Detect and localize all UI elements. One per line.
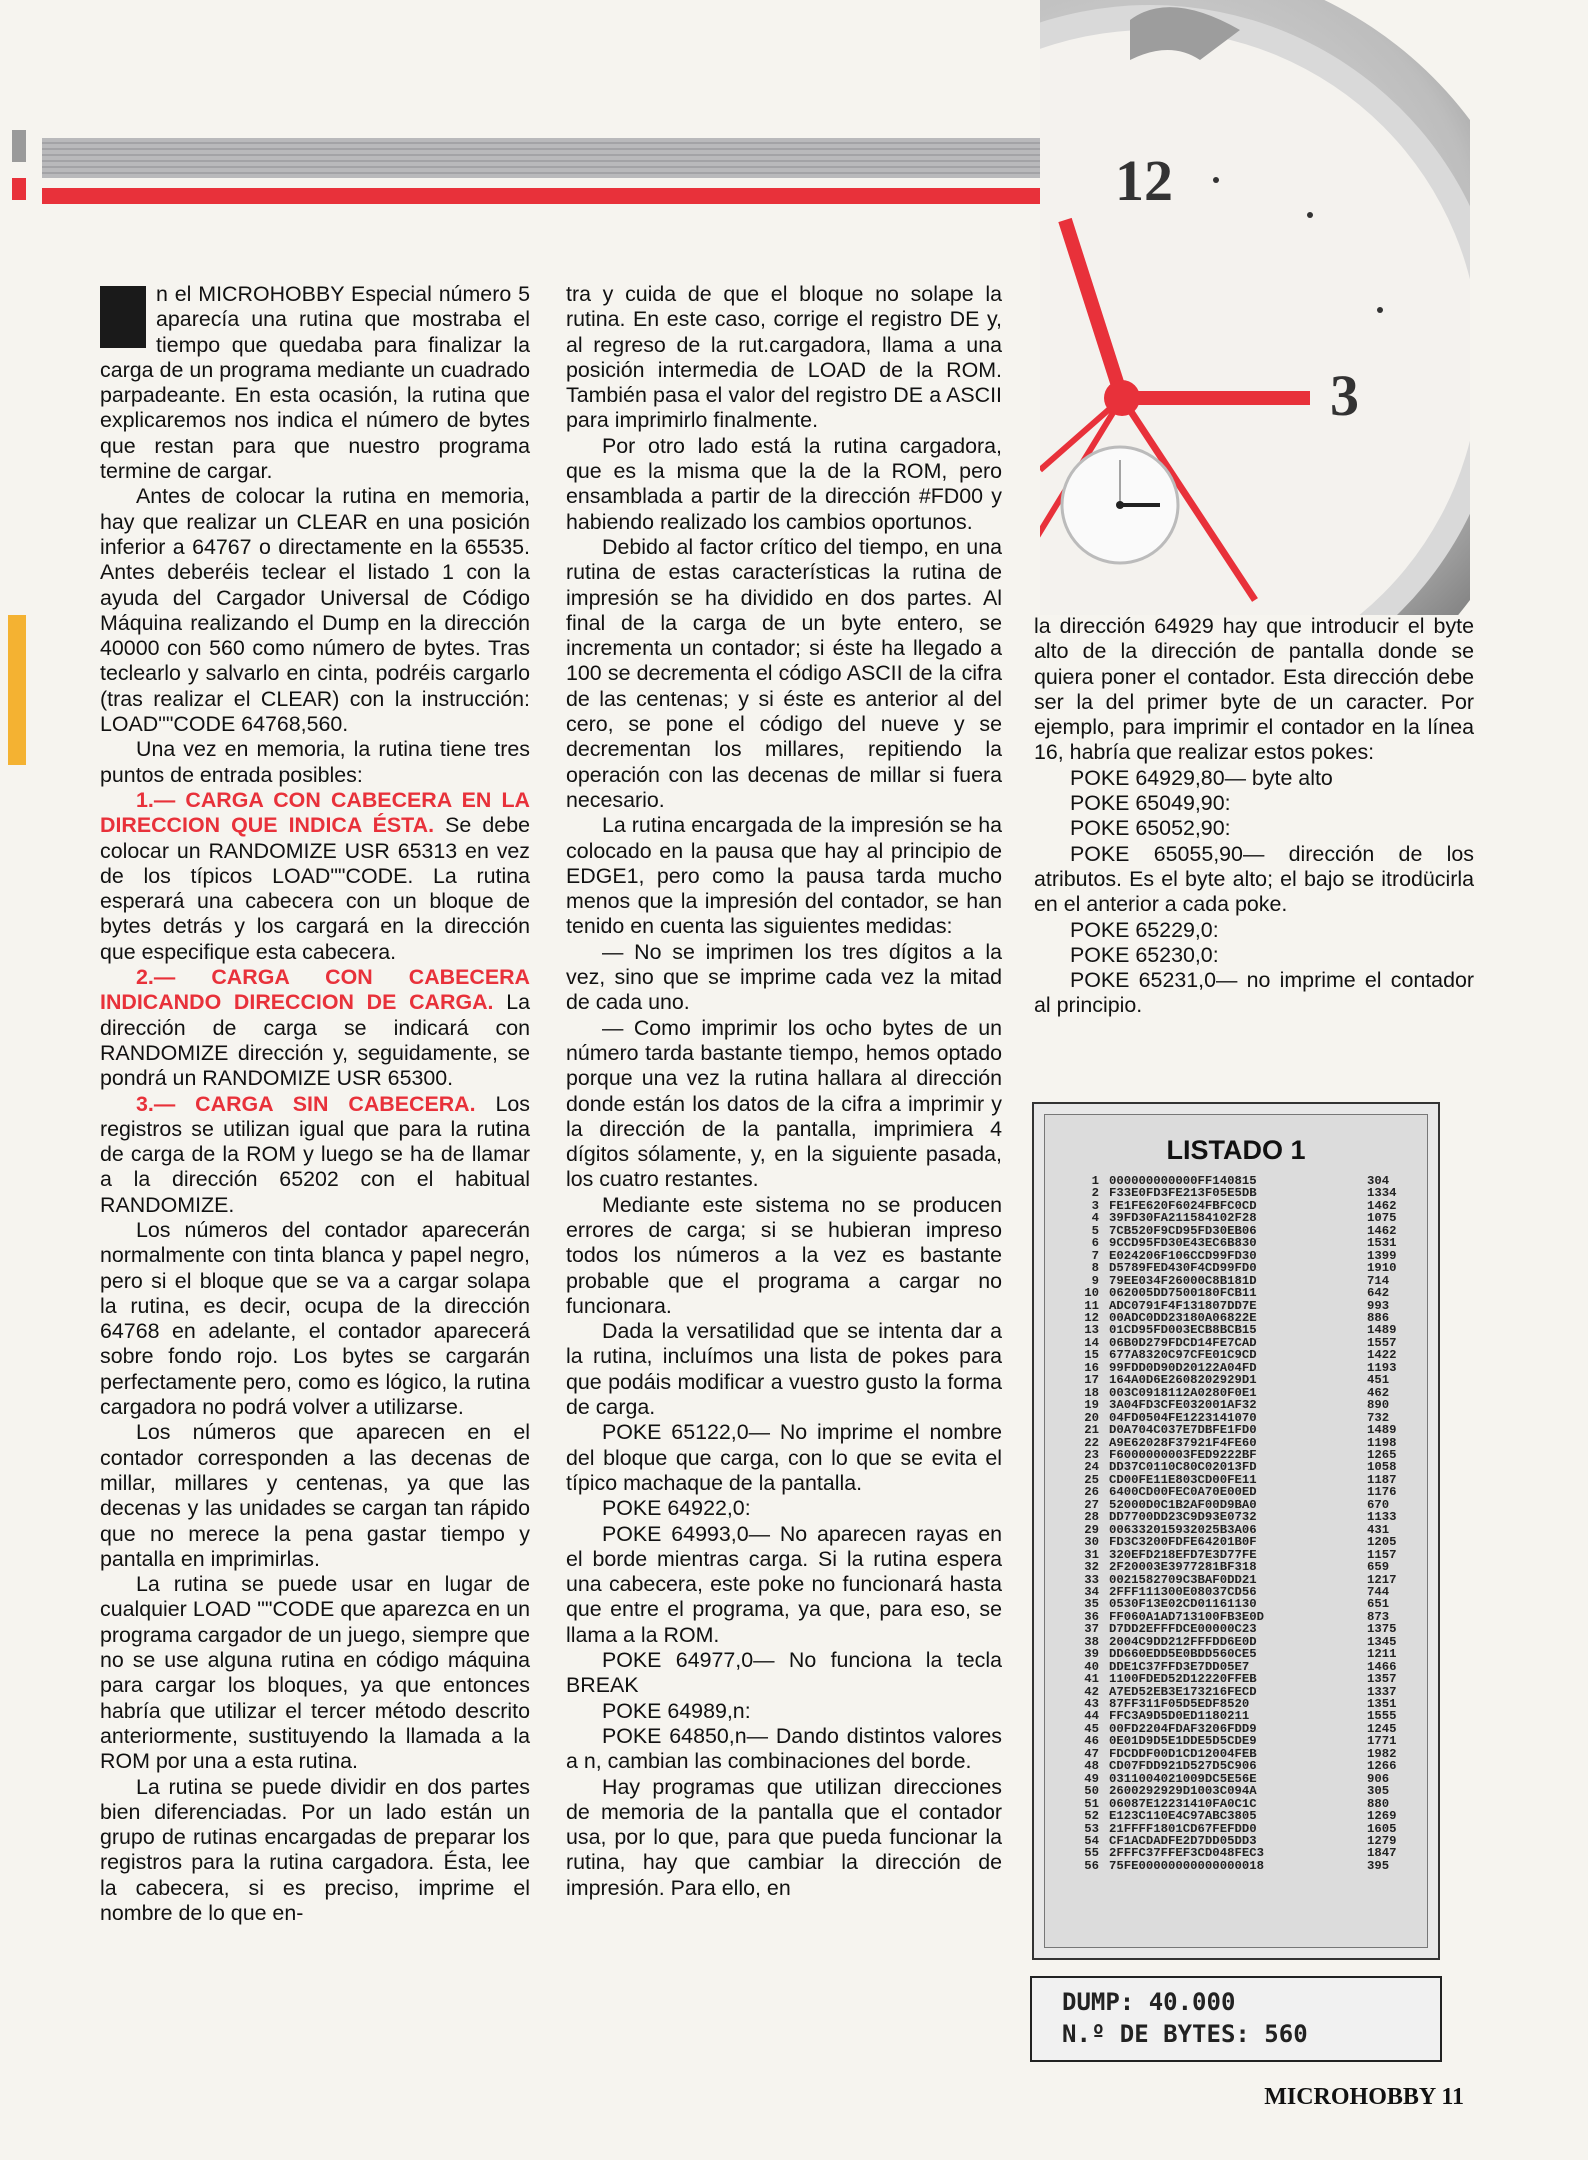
listing-hex: 1100FDED52D12220FFEB <box>1109 1672 1257 1687</box>
paragraph: Debido al factor crítico del tiempo, en una rutina de estas características la rutina de impresión se ha dividido en dos partes. Al final de la carga de un byte entero, se incrementa un contador; si éste ha llegado a 100 se decrementa el código ASCII de la cifra de las centenas; y si éste es anterior al del cero, se pone el código del nueve y se decrementan los millares, repitiendo la operación con las decenas de millar si fuera necesario. <box>566 534 1002 812</box>
listing-hex: 320EFD218EFD7E3D77FE <box>1109 1547 1257 1562</box>
listing-checksum: 305 <box>1367 1784 1390 1799</box>
listing-row <box>1065 1673 1425 1685</box>
listing-checksum: 1075 <box>1367 1211 1397 1226</box>
listing-hex: 2600292929D1003C094A <box>1109 1784 1257 1799</box>
listing-checksum: 1345 <box>1367 1634 1397 1649</box>
listing-line-number: 43 <box>1084 1697 1099 1712</box>
paragraph: Dada la versatilidad que se intenta dar a la rutina, incluímos una lista de pokes para que podáis modificar a vuestro gusto la forma de carga. <box>566 1319 1002 1420</box>
listing-row <box>1065 1287 1425 1299</box>
listing-checksum: 993 <box>1367 1298 1390 1313</box>
listing-row <box>1065 1561 1425 1573</box>
listing-row <box>1065 1262 1425 1274</box>
listing-checksum: 714 <box>1367 1273 1390 1288</box>
listing-checksum: 1133 <box>1367 1510 1397 1525</box>
clock-number-12: 12 <box>1115 148 1173 213</box>
dump-address: DUMP: 40.000 <box>1062 1988 1236 2016</box>
listing-line-number: 24 <box>1084 1460 1099 1475</box>
listing-line-number: 31 <box>1084 1547 1099 1562</box>
listing-hex: 75FE00000000000000018 <box>1109 1858 1264 1873</box>
page-footer: MICROHOBBY 11 <box>1264 2084 1464 2110</box>
listing-hex: F6000000003FED9222BF <box>1109 1447 1257 1462</box>
listing-line-number: 40 <box>1084 1659 1099 1674</box>
listing-hex: A9E62028F37921F4FE60 <box>1109 1435 1257 1450</box>
listing-checksum: 659 <box>1367 1560 1390 1575</box>
listing-line-number: 45 <box>1084 1721 1099 1736</box>
listing-checksum: 1266 <box>1367 1759 1397 1774</box>
listing-line-number: 51 <box>1084 1796 1099 1811</box>
listing-line-number: 6 <box>1091 1236 1099 1251</box>
listing-line-number: 27 <box>1084 1497 1099 1512</box>
listing-checksum: 744 <box>1367 1584 1390 1599</box>
listing-line-number: 13 <box>1084 1323 1099 1338</box>
listing-checksum: 1217 <box>1367 1572 1397 1587</box>
listing-line-number: 39 <box>1084 1647 1099 1662</box>
listing-hex: 79EE034F26000C8B181D <box>1109 1273 1257 1288</box>
listing-row <box>1065 1461 1425 1473</box>
listing-checksum: 1176 <box>1367 1485 1397 1500</box>
listing-row <box>1065 1598 1425 1610</box>
edge-tab-grey <box>12 130 26 162</box>
listing-line-number: 22 <box>1084 1435 1099 1450</box>
listing-row <box>1065 1424 1425 1436</box>
listing-checksum: 1462 <box>1367 1223 1397 1238</box>
listing-checksum: 1157 <box>1367 1547 1397 1562</box>
listing-title: LISTADO 1 <box>1166 1135 1306 1165</box>
poke-line: POKE 65049,90: <box>1070 791 1231 816</box>
listing-hex: D7DD2EFFFDCE00000C23 <box>1109 1622 1257 1637</box>
listing-hex: 0E01D9D5E1DDE5D5CDE9 <box>1109 1734 1257 1749</box>
listing-line-number: 5 <box>1091 1223 1099 1238</box>
listing-hex: CF1ACDADFE2D7DD05DD3 <box>1109 1834 1257 1849</box>
listing-checksum: 1489 <box>1367 1323 1397 1338</box>
article-column-1 <box>100 282 530 1926</box>
listing-hex: 52000D0C1B2AF00D9BA0 <box>1109 1497 1257 1512</box>
listing-hex: 677A8320C97CFE01C9CD <box>1109 1348 1257 1363</box>
header-stripe-grey <box>42 138 1042 178</box>
listing-hex: FE1FE620F6024FBFC0CD <box>1109 1198 1257 1213</box>
listing-checksum: 1399 <box>1367 1248 1397 1263</box>
listing-checksum: 1375 <box>1367 1622 1397 1637</box>
listing-row <box>1065 1735 1425 1747</box>
listing-line-number: 25 <box>1084 1472 1099 1487</box>
listing-checksum: 304 <box>1367 1174 1390 1188</box>
listing-line-number: 23 <box>1084 1447 1099 1462</box>
poke-line: POKE 65055,90— dirección de los atributos. Es el byte alto; el bajo se itrodücirla en el anterior a cada poke. <box>1034 841 1474 917</box>
listing-hex: 006332015932025B3A06 <box>1109 1522 1257 1537</box>
listing-checksum: 1847 <box>1367 1846 1397 1861</box>
listing-hex: E024206F106CCD99FD30 <box>1109 1248 1257 1263</box>
listing-line-number: 19 <box>1084 1398 1099 1413</box>
listing-checksum: 1982 <box>1367 1746 1397 1761</box>
listing-row <box>1065 1212 1425 1224</box>
listing-checksum: 1466 <box>1367 1659 1397 1674</box>
listing-line-number: 46 <box>1084 1734 1099 1749</box>
paragraph: Antes de colocar la rutina en memoria, hay que realizar un CLEAR en una posición inferior a 64767 o directamente en la 65535. Antes deberéis teclear el listado 1 con la ayuda del Cargador Universal de Código Máquina realizando el Dump en la dirección 40000 con 560 como número de bytes. Tras teclearlo y salvarlo en cinta, podréis cargarlo (tras realizar el CLEAR) con la instrucción: LOAD""CODE 64768,560. <box>100 484 530 737</box>
listing-hex: 9CCD95FD30E43EC6B830 <box>1109 1236 1257 1251</box>
listing-checksum: 873 <box>1367 1609 1390 1624</box>
listing-line-number: 41 <box>1084 1672 1099 1687</box>
listing-row <box>1065 1237 1425 1249</box>
listing-checksum: 462 <box>1367 1385 1390 1400</box>
listing-checksum: 1531 <box>1367 1236 1397 1251</box>
listing-checksum: 670 <box>1367 1497 1390 1512</box>
listing-row <box>1065 1349 1425 1361</box>
poke-line: POKE 65052,90: <box>1070 816 1231 841</box>
listing-row <box>1065 1860 1425 1872</box>
listing-hex: 99FDD0D90D20122A04FD <box>1109 1360 1257 1375</box>
paragraph: La rutina se puede usar en lugar de cualquier LOAD ""CODE que aparezca en un programa cargador de un juego, siempre que no se use alguna rutina en código máquina para cargar los bloques, ya que entonces habría que utilizar el tercer método descrito anteriormente, sustituyendo la llamada a la ROM por una a esta rutina. <box>100 1572 530 1774</box>
listing-checksum: 732 <box>1367 1410 1390 1425</box>
listing-checksum: 880 <box>1367 1796 1390 1811</box>
listing-hex: 39FD30FA211584102F28 <box>1109 1211 1257 1226</box>
entry-point-3: 3.— CARGA SIN CABECERA. Los registros se utilizan igual que para la rutina de carga de la ROM y luego se ha de llamar a la dirección 65202 con el habitual RANDOMIZE. <box>100 1091 531 1217</box>
listing-panel <box>1044 1114 1428 1948</box>
listing-hex: D5789FED430F4CD99FD0 <box>1109 1261 1257 1276</box>
article-column-3 <box>1034 614 1474 1019</box>
listing-checksum: 906 <box>1367 1771 1390 1786</box>
listing-checksum: 1357 <box>1367 1672 1397 1687</box>
clock-illustration <box>1040 0 1470 615</box>
edge-tab-yellow <box>8 615 26 765</box>
listing-hex: CD07FDD921D527D5C906 <box>1109 1759 1257 1774</box>
listing-line-number: 15 <box>1084 1348 1099 1363</box>
listing-checksum: 431 <box>1367 1522 1390 1537</box>
listing-line-number: 12 <box>1084 1310 1099 1325</box>
listing-checksum: 1771 <box>1367 1734 1397 1749</box>
listing-hex: A7ED52EB3E173216FECD <box>1109 1684 1257 1699</box>
listing-box <box>1032 1102 1440 1960</box>
listing-hex: 04FD0504FE1223141070 <box>1109 1410 1257 1425</box>
listing-line-number: 2 <box>1091 1186 1099 1201</box>
listing-hex: 0021582709C3BAF0DD21 <box>1109 1572 1257 1587</box>
listing-hex: 87FF311F05D5EDF8520 <box>1109 1697 1250 1712</box>
dump-info-box <box>1030 1976 1442 2062</box>
listing-hex: FFC3A9D5D0ED1180211 <box>1109 1709 1250 1724</box>
listing-hex: 06B0D279FDCD14FE7CAD <box>1109 1335 1257 1350</box>
listing-hex: FD3C3200FDFE64201B0F <box>1109 1535 1257 1550</box>
poke-line: POKE 65229,0: <box>1070 917 1219 942</box>
listing-checksum: 1555 <box>1367 1709 1397 1724</box>
listing-row <box>1065 1648 1425 1660</box>
listing-line-number: 21 <box>1084 1423 1099 1438</box>
listing-hex: 06087E12231410FA0C1C <box>1109 1796 1257 1811</box>
paragraph: — No se imprimen los tres dígitos a la vez, sino que se imprime cada vez la mitad de cada uno. <box>566 939 1002 1015</box>
listing-hex: DDE1C37FFD3E7DD05E7 <box>1109 1659 1250 1674</box>
listing-line-number: 50 <box>1084 1784 1099 1799</box>
dump-byte-count: N.º DE BYTES: 560 <box>1062 2020 1308 2048</box>
poke-line: POKE 65122,0— No imprime el nombre del bloque que carga, con lo que se evita el típico machaque de la pantalla. <box>566 1420 1002 1495</box>
paragraph: Los números que aparecen en el contador corresponden a las decenas de millar, millares y centenas, ya que las decenas y las unidades se cargan tan rápido que no merece la pena gastar tiempo y pantalla en imprimirlas. <box>100 1420 530 1571</box>
listing-line-number: 8 <box>1091 1261 1099 1276</box>
listing-hex: 2F20003E3977281BF318 <box>1109 1560 1257 1575</box>
poke-line: POKE 64929,80— byte alto <box>1070 765 1333 790</box>
listing-line-number: 42 <box>1084 1684 1099 1699</box>
listing-checksum: 651 <box>1367 1597 1390 1612</box>
poke-line: POKE 64977,0— No funciona la tecla BREAK <box>566 1648 1002 1698</box>
listing-hex: CD00FE11E803CD00FE11 <box>1109 1472 1257 1487</box>
listing-hex: 0530F13E02CD01161130 <box>1109 1597 1257 1612</box>
listing-line-number: 28 <box>1084 1510 1099 1525</box>
listing-line-number: 37 <box>1084 1622 1099 1637</box>
poke-line: POKE 64993,0— No aparecen rayas en el borde mientras carga. Si la rutina espera una cabecera, este poke no funcionará hasta que entre el programa, ya que, para eso, se llama a la ROM. <box>566 1521 1002 1647</box>
listing-hex: 6400CD00FEC0A70E00ED <box>1109 1485 1257 1500</box>
listing-hex: 21FFFF1801CD67FEFDD0 <box>1109 1821 1257 1836</box>
paragraph-intro: n el MICROHOBBY Especial número 5 aparecía una rutina que mostraba el tiempo que quedaba para finalizar la carga de un programa mediante un cuadrado parpadeante. En esta ocasión, la rutina que explicaremos nos indica el número de bytes que restan para que nuestro programa termine de cargar. <box>100 282 530 484</box>
listing-checksum: 451 <box>1367 1373 1390 1388</box>
listing-line-number: 29 <box>1084 1522 1099 1537</box>
listing-hex: 00FD2204FDAF3206FDD9 <box>1109 1721 1257 1736</box>
listing-line-number: 30 <box>1084 1535 1099 1550</box>
listing-row <box>1065 1760 1425 1772</box>
listing-hex: 2FFFC37FFEF3CD048FEC3 <box>1109 1846 1264 1861</box>
paragraph: Hay programas que utilizan direcciones de memoria de la pantalla que el contador usa, por lo que, para que pueda funcionar la rutina, hay que cambiar la dirección de impresión. Para ello, en <box>566 1774 1002 1900</box>
listing-line-number: 32 <box>1084 1560 1099 1575</box>
listing-checksum: 1910 <box>1367 1261 1397 1276</box>
listing-hex: D0A704C037E7DBFE1FD0 <box>1109 1423 1257 1438</box>
listing-checksum: 1058 <box>1367 1460 1397 1475</box>
clock-number-3: 3 <box>1330 363 1359 428</box>
listing-line-number: 18 <box>1084 1385 1099 1400</box>
listing-line-number: 56 <box>1084 1858 1099 1873</box>
poke-line: POKE 64989,n: <box>602 1698 751 1723</box>
listing-line-number: 20 <box>1084 1410 1099 1425</box>
listing-checksum: 1489 <box>1367 1423 1397 1438</box>
listing-line-number: 34 <box>1084 1584 1099 1599</box>
listing-row <box>1065 1785 1425 1797</box>
listing-hex: F33E0FD3FE213F05E5DB <box>1109 1186 1257 1201</box>
listing-checksum: 1198 <box>1367 1435 1397 1450</box>
listing-checksum: 1557 <box>1367 1335 1397 1350</box>
listing-checksum: 395 <box>1367 1858 1390 1873</box>
listing-checksum: 642 <box>1367 1286 1390 1301</box>
paragraph: Una vez en memoria, la rutina tiene tres puntos de entrada posibles: <box>100 737 530 787</box>
listing-row <box>1065 1511 1425 1523</box>
listing-line-number: 9 <box>1091 1273 1099 1288</box>
listing-line-number: 54 <box>1084 1834 1099 1849</box>
poke-line: POKE 64922,0: <box>602 1496 751 1521</box>
listing-row <box>1065 1486 1425 1498</box>
listing-line-number: 26 <box>1084 1485 1099 1500</box>
listing-line-number: 35 <box>1084 1597 1099 1612</box>
listing-checksum: 1337 <box>1367 1684 1397 1699</box>
listing-row <box>1065 1374 1425 1386</box>
listing-line-number: 33 <box>1084 1572 1099 1587</box>
listing-hex: DD660EDD5E0BDD560CE5 <box>1109 1647 1257 1662</box>
listing-checksum: 1193 <box>1367 1360 1397 1375</box>
listing-hex: E123C110E4C97ABC3805 <box>1109 1809 1257 1824</box>
listing-hex: 062005DD7500180FCB11 <box>1109 1286 1257 1301</box>
listing-hex: ADC0791F4F131807DD7E <box>1109 1298 1257 1313</box>
listing-hex: 000000000000FF140815 <box>1109 1174 1257 1188</box>
listing-line-number: 48 <box>1084 1759 1099 1774</box>
listing-rows <box>1065 1175 1425 1872</box>
listing-hex: DD37C0110C80C02013FD <box>1109 1460 1257 1475</box>
listing-hex: 00ADC0DD23180A06822E <box>1109 1310 1257 1325</box>
listing-hex: FDCDDF00D1CD12004FEB <box>1109 1746 1257 1761</box>
edge-tab-red <box>12 178 26 200</box>
listing-checksum: 1269 <box>1367 1809 1397 1824</box>
listing-checksum: 886 <box>1367 1310 1390 1325</box>
poke-line: POKE 65230,0: <box>1070 942 1219 967</box>
listing-line-number: 1 <box>1091 1174 1099 1188</box>
paragraph: La rutina se puede dividir en dos partes bien diferenciadas. Por un lado están un grupo de rutinas encargadas de preparar los registros para la rutina cargadora. Ésta, lee la cabecera, si es preciso, imprime el nombre de lo que en- <box>100 1774 530 1925</box>
listing-hex: DD7700DD23C9D93E0732 <box>1109 1510 1257 1525</box>
paragraph: tra y cuida de que el bloque no solape la rutina. En este caso, corrige el registro DE y, al regreso de la rut.cargadora, llama a una posición intermedia de LOAD de la ROM. También pasa el valor del registro DE a ASCII para imprimirlo finalmente. <box>566 282 1002 433</box>
listing-line-number: 7 <box>1091 1248 1099 1263</box>
listing-line-number: 53 <box>1084 1821 1099 1836</box>
listing-checksum: 890 <box>1367 1398 1390 1413</box>
paragraph: la dirección 64929 hay que introducir el byte alto de la dirección de pantalla donde se quiera poner el contador. Esta dirección debe ser la del primer byte de un caracter. Por ejemplo, para imprimir el contador en la línea 16, habría que realizar estos pokes: <box>1034 614 1474 765</box>
paragraph: Los números del contador aparecerán normalmente con tinta blanca y papel negro, pero si el bloque que se va a cargar solapa la rutina, es decir, ocupa de la dirección 64768 en adelante, el contador aparecerá sobre fondo rojo. Los bytes se cargarán perfectamente pero, como es lógico, la rutina cargadora no podrá volver a utilizarse. <box>100 1217 530 1420</box>
listing-checksum: 1245 <box>1367 1721 1397 1736</box>
entry-point-2: 2.— CARGA CON CABECERA INDICANDO DIRECCION DE CARGA. La dirección de carga se indicará con RANDOMIZE dirección y, seguidamente, se pondrá un RANDOMIZE USR 65300. <box>100 965 530 1091</box>
listing-row <box>1065 1810 1425 1822</box>
paragraph: — Como imprimir los ocho bytes de un número tarda bastante tiempo, hemos optado porque una vez la rutina hallara al dirección donde están los datos de la cifra a imprimir y la dirección de la pantalla, imprimiera 4 dígitos sólamente, y, en la siguiente pasada, los cuatro restantes. <box>566 1015 1002 1192</box>
drop-cap-e <box>100 286 146 348</box>
listing-hex: 164A0D6E2608202929D1 <box>1109 1373 1257 1388</box>
listing-hex: 7CB520F9CD95FD30EB06 <box>1109 1223 1257 1238</box>
listing-checksum: 1265 <box>1367 1447 1397 1462</box>
listing-checksum: 1605 <box>1367 1821 1397 1836</box>
listing-checksum: 1187 <box>1367 1472 1397 1487</box>
listing-line-number: 3 <box>1091 1198 1099 1213</box>
listing-checksum: 1462 <box>1367 1198 1397 1213</box>
paragraph: Por otro lado está la rutina cargadora, que es la misma que la de la ROM, pero ensamblada a partir de la dirección #FD00 y habiendo realizado los cambios oportunos. <box>566 433 1002 534</box>
listing-line-number: 36 <box>1084 1609 1099 1624</box>
listing-row <box>1065 1399 1425 1411</box>
listing-line-number: 47 <box>1084 1746 1099 1761</box>
poke-line: POKE 64850,n— Dando distintos valores a n, cambian las combinaciones del borde. <box>566 1723 1002 1774</box>
listing-line-number: 14 <box>1084 1335 1099 1350</box>
listing-hex: 2004C9DD212FFFDD6E0D <box>1109 1634 1257 1649</box>
listing-checksum: 1205 <box>1367 1535 1397 1550</box>
listing-line-number: 16 <box>1084 1360 1099 1375</box>
listing-hex: FF060A1AD713100FB3E0D <box>1109 1609 1264 1624</box>
listing-line-number: 11 <box>1084 1298 1099 1313</box>
listing-hex: 01CD95FD003ECB8BCB15 <box>1109 1323 1257 1338</box>
listing-checksum: 1279 <box>1367 1834 1397 1849</box>
listing-line-number: 49 <box>1084 1771 1099 1786</box>
listing-line-number: 55 <box>1084 1846 1099 1861</box>
entry-point-1: 1.— CARGA CON CABECERA EN LA DIRECCION QUE INDICA ÉSTA. Se debe colocar un RANDOMIZE USR 65313 en vez de los típicos LOAD""CODE. La rutina esperará una cabecera con un bloque de bytes detrás y los cargará en la dirección que especifique esta cabecera. <box>100 787 530 964</box>
listing-line-number: 52 <box>1084 1809 1099 1824</box>
listing-checksum: 1211 <box>1367 1647 1397 1662</box>
article-column-2 <box>566 282 1002 1901</box>
listing-hex: 2FFF111300E08037CD56 <box>1109 1584 1257 1599</box>
listing-row <box>1065 1536 1425 1548</box>
listing-hex: 003C0918112A0280F0E1 <box>1109 1385 1257 1400</box>
listing-line-number: 44 <box>1084 1709 1099 1724</box>
listing-line-number: 17 <box>1084 1373 1099 1388</box>
listing-line-number: 4 <box>1091 1211 1099 1226</box>
listing-hex: 0311004021009DC5E56E <box>1109 1771 1257 1786</box>
listing-checksum: 1351 <box>1367 1697 1397 1712</box>
listing-line-number: 38 <box>1084 1634 1099 1649</box>
listing-checksum: 1422 <box>1367 1348 1397 1363</box>
paragraph: La rutina encargada de la impresión se ha colocado en la pausa que hay al principio de EDGE1, pero como la pausa tarda mucho menos que la impresión del contador, se han tenido en cuenta las siguientes medidas: <box>566 813 1002 939</box>
paragraph: Mediante este sistema no se producen errores de carga; si se hubieran impreso todos los números a la vez es bastante probable que el programa a cargar no funcionara. <box>566 1192 1002 1318</box>
listing-checksum: 1334 <box>1367 1186 1397 1201</box>
listing-hex: 3A04FD3CFE032001AF32 <box>1109 1398 1257 1413</box>
listing-line-number: 10 <box>1084 1286 1099 1301</box>
poke-line: POKE 65231,0— no imprime el contador al principio. <box>1034 968 1474 1018</box>
listing-row <box>1065 1623 1425 1635</box>
